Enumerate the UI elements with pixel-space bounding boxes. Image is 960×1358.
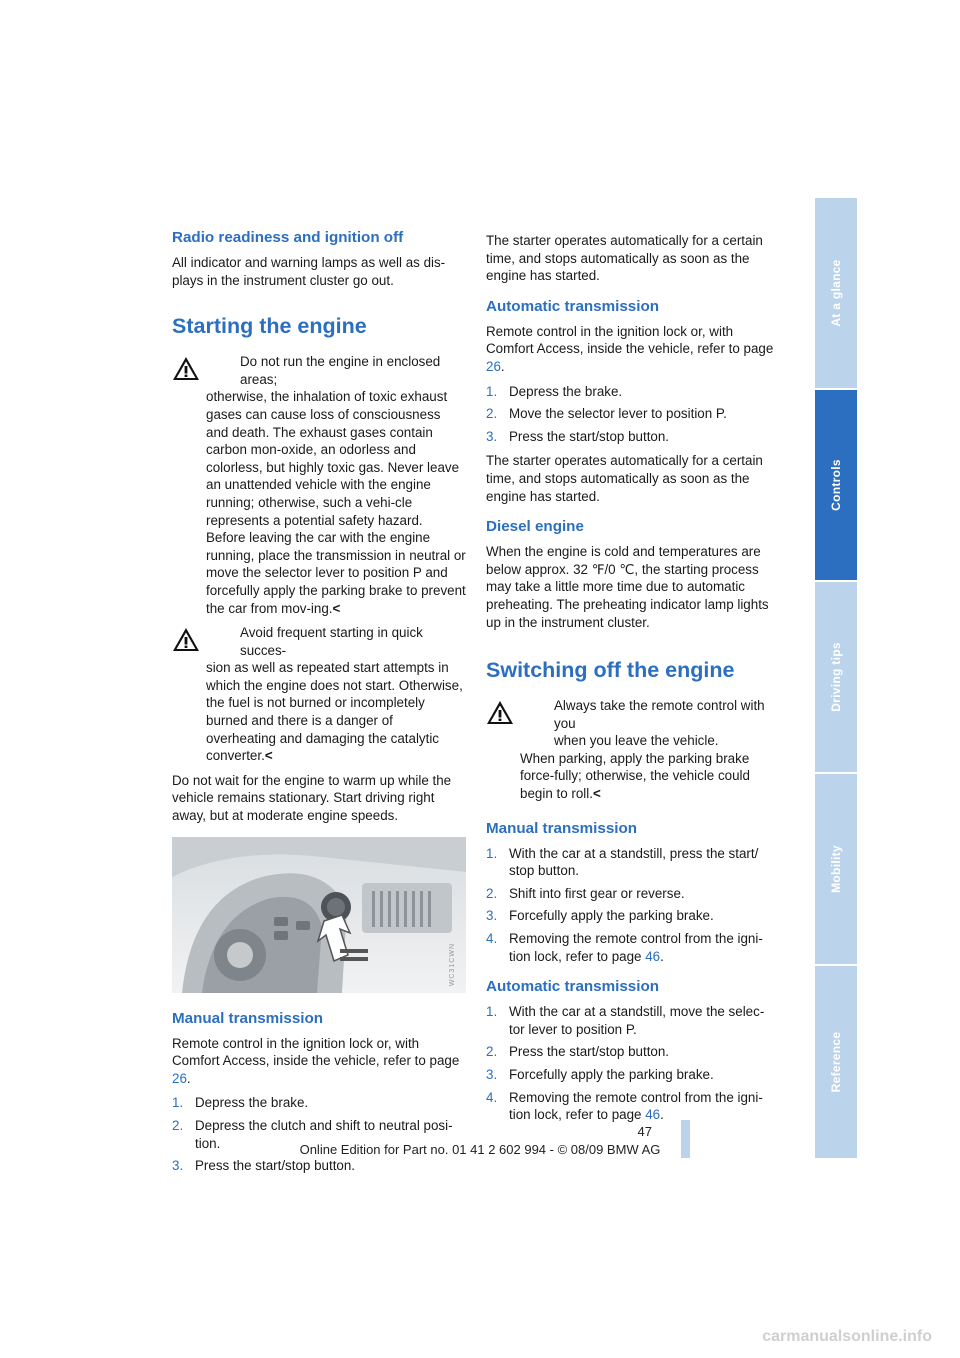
manual-intro-text: Remote control in the ignition lock or, with Comfort Access, inside the vehicle, refer to page 26. — [172, 1035, 460, 1086]
warmup-text: Do not wait for the engine to warm up while the vehicle remains stationary. Start driving right away, but at moderate engine speeds. — [172, 772, 452, 824]
warning-triangle-icon — [172, 356, 200, 381]
steering-wheel-illustration — [172, 837, 466, 993]
page-link[interactable]: 46 — [645, 948, 661, 964]
page-number: 47 — [637, 1124, 652, 1139]
list-item: 2. Move the selector lever to position P. — [486, 406, 727, 422]
starter-text-2: The starter operates automatically for a certain time, and stops automatically as soon as the engine has started. — [486, 453, 763, 504]
figure-code: WC31CWN — [449, 943, 457, 987]
starter-text: The starter operates automatically for a certain time, and stops automatically as soon as the engine has started. — [486, 233, 763, 284]
starting-engine-heading: Starting the engine — [172, 314, 367, 339]
tab-driving-tips[interactable]: Driving tips — [815, 582, 857, 774]
page-link[interactable]: 26 — [486, 358, 501, 374]
diesel-engine-heading: Diesel engine — [486, 518, 584, 536]
left-column — [172, 228, 466, 1182]
automatic-transmission-off-heading: Automatic transmission — [486, 978, 660, 996]
warning-text-first-line: Do not run the engine in enclosed areas; — [240, 354, 441, 387]
manual-transmission-off-heading: Manual transmission — [486, 819, 638, 837]
list-item: 3. Press the start/stop button. — [486, 428, 670, 444]
auto-intro-text: Remote control in the ignition lock or, with Comfort Access, inside the vehicle, refer to page 26. — [486, 323, 774, 374]
list-item: 3. Forcefully apply the parking brake. — [486, 908, 714, 924]
warning-text: sion as well as repeated start attempts in which the engine does not start. Otherwise, the fuel is not burned or incompletely burned and there is a danger of overheating and damaging the catalytic converter. — [206, 660, 463, 764]
list-item: 1. With the car at a standstill, press the start/ stop button. — [486, 845, 759, 879]
end-mark: < — [592, 786, 601, 802]
diesel-text: When the engine is cold and temperatures are below approx. 32 ℉/0 ℃, the starting process may take a little more time due to automatic preheating. The preheating indicator lamp lights up in the instrument cluster. — [486, 544, 769, 630]
end-mark: < — [332, 600, 341, 616]
list-item: 3. Press the start/stop button. — [172, 1158, 356, 1174]
tab-mobility[interactable]: Mobility — [815, 774, 857, 966]
start-stop-button-figure — [172, 837, 466, 993]
switching-off-heading: Switching off the engine — [486, 658, 735, 683]
automatic-transmission-heading: Automatic transmission — [486, 297, 660, 315]
manual-off-steps — [486, 845, 778, 966]
list-item: 1. Depress the brake. — [486, 383, 623, 399]
warning-text: otherwise, the inhalation of toxic exhaust gases can cause loss of consciousness and death. The exhaust gases contain carbon mon-oxide, an odorless and colorless, but highly toxic gas. Never leave an unattended vehicle with the engine running; otherwise, such a vehi-cle represents a potential safety hazard. — [206, 389, 460, 528]
warning-triangle-icon — [172, 627, 200, 652]
list-item: 2. Shift into first gear or reverse. — [486, 885, 685, 901]
manual-start-steps — [172, 1094, 466, 1174]
list-item: 3. Forcefully apply the parking brake. — [486, 1067, 714, 1082]
watermark: carmanualsonline.info — [762, 1328, 932, 1345]
radio-readiness-text: All indicator and warning lamps as well as dis-plays in the instrument cluster go out. — [172, 255, 446, 288]
tab-controls[interactable]: Controls — [815, 390, 857, 582]
list-item: 4. Removing the remote control from the igni-tion lock, refer to page 46. — [486, 1089, 763, 1123]
list-item: 2. Depress the clutch and shift to neutral posi-tion. — [172, 1118, 453, 1151]
page-link[interactable]: 26 — [172, 1070, 187, 1086]
warning-text-first-line: Always take the remote control with you — [554, 698, 765, 731]
warning-frequent-starting — [172, 624, 466, 765]
auto-off-steps — [486, 1003, 778, 1124]
auto-start-steps — [486, 383, 778, 446]
warning-text: when you leave the vehicle. — [554, 733, 719, 749]
warning-text-continued: When parking, apply the parking brake force-fully; otherwise, the vehicle could begin to roll. — [520, 750, 750, 802]
warning-text-continued: Before leaving the car with the engine running, place the transmission in neutral or move the selector lever to position P and forcefully apply the parking brake to prevent the car from mov-ing. — [206, 530, 466, 616]
manual-transmission-heading: Manual transmission — [172, 1009, 324, 1027]
end-mark: < — [264, 748, 273, 764]
warning-enclosed-areas — [172, 353, 466, 617]
list-item: 2. Press the start/stop button. — [486, 1044, 670, 1060]
right-column — [486, 228, 778, 1131]
warning-text-first-line: Avoid frequent starting in quick succes- — [240, 625, 423, 658]
warning-triangle-icon — [486, 700, 514, 725]
tab-at-a-glance[interactable]: At a glance — [815, 198, 857, 390]
list-item: 1. With the car at a standstill, move the selec-tor lever to position P. — [486, 1004, 765, 1037]
radio-readiness-heading: Radio readiness and ignition off — [172, 229, 404, 246]
list-item: 1. Depress the brake. — [172, 1095, 309, 1111]
list-item: 4. Removing the remote control from the igni-tion lock, refer to page 46. — [486, 931, 763, 964]
warning-remote-control — [486, 697, 778, 803]
page-link[interactable]: 46 — [645, 1107, 661, 1123]
chapter-sidebar — [815, 198, 857, 1160]
tab-reference[interactable]: Reference — [815, 966, 857, 1160]
footer-edition-text: Online Edition for Part no. 01 41 2 602 994 - © 08/09 BMW AG — [299, 1142, 661, 1157]
